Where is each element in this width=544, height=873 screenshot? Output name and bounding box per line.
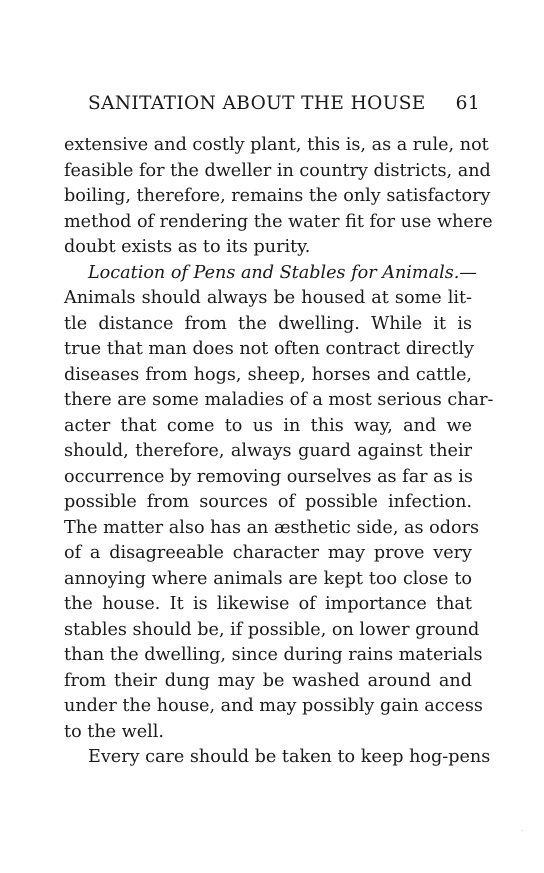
scan-artifact bbox=[522, 830, 523, 831]
text-line: there are some maladies of a most serious char- bbox=[64, 390, 494, 410]
text-line: diseases from hogs, sheep, horses and cattle, bbox=[64, 364, 472, 385]
text-line: possible from sources of possible infection. bbox=[64, 492, 472, 512]
text-line: acter that come to us in this way, and we bbox=[64, 415, 472, 436]
text-line: than the dwelling, since during rains materials bbox=[64, 645, 483, 665]
text-line: feasible for the dweller in country districts, and bbox=[64, 160, 491, 181]
text-line: occurrence by removing ourselves as far as is bbox=[64, 466, 473, 487]
text-line: under the house, and may possibly gain access bbox=[64, 696, 483, 716]
text-line: doubt exists as to its purity. bbox=[64, 237, 311, 257]
text-line: stables should be, if possible, on lower ground bbox=[64, 619, 480, 640]
text-line: Every care should be taken to keep hog-pens bbox=[88, 747, 491, 767]
section-heading: Location of Pens and Stables for Animals.— bbox=[88, 262, 477, 283]
page-number: 61 bbox=[455, 93, 480, 114]
text-line: the house. It is likewise of importance that bbox=[64, 594, 472, 614]
text-line: Animals should always be housed at some lit- bbox=[64, 288, 472, 308]
text-line: annoying where animals are kept too close to bbox=[64, 568, 472, 589]
text-line: The matter also has an æsthetic side, as odors bbox=[64, 517, 480, 538]
text-line: true that man does not often contract directly bbox=[64, 339, 474, 359]
text-line: method of rendering the water fit for use where bbox=[64, 211, 493, 232]
text-line: extensive and costly plant, this is, as a rule, not bbox=[64, 135, 489, 155]
text-line: of a disagreeable character may prove very bbox=[64, 543, 472, 563]
body-text bbox=[64, 133, 494, 771]
text-line: boiling, therefore, remains the only satisfactory bbox=[64, 186, 491, 206]
chapter-title: SANITATION ABOUT THE HOUSE bbox=[88, 93, 426, 114]
text-line: tle distance from the dwelling. While it is bbox=[64, 313, 472, 334]
text-line: to the well. bbox=[64, 721, 164, 742]
running-header bbox=[88, 93, 480, 114]
text-line: from their dung may be washed around and bbox=[64, 670, 472, 691]
text-line: should, therefore, always guard against their bbox=[64, 441, 472, 461]
